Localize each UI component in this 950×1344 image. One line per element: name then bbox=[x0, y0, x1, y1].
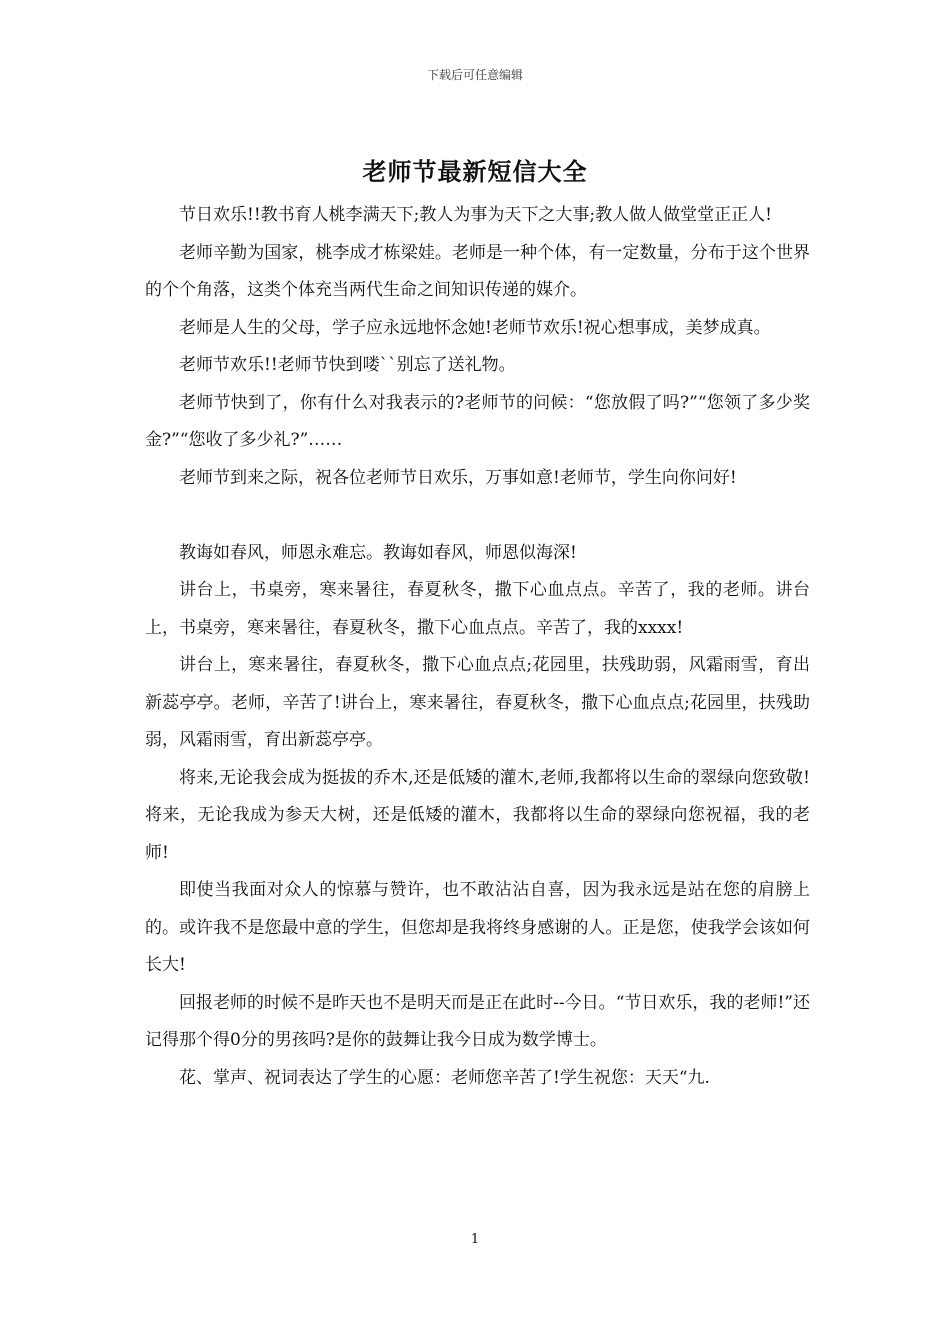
paragraph: 老师节到来之际，祝各位老师节日欢乐，万事如意!老师节，学生向你问好! bbox=[179, 467, 737, 488]
blank-line bbox=[145, 497, 810, 535]
paragraph: 花、掌声、祝词表达了学生的心愿：老师您辛苦了!学生祝您：天天“九. bbox=[179, 1067, 710, 1088]
page-title: 老师节最新短信大全 bbox=[362, 157, 588, 186]
paragraph: 节日欢乐!!教书育人桃李满天下;教人为事为天下之大事;教人做人做堂堂正正人! bbox=[179, 205, 772, 225]
paragraph: 讲台上，书桌旁，寒来暑往，春夏秋冬，撒下心血点点。辛苦了，我的老师。讲台上，书桌旁，寒来暑往，春夏秋冬，撒下心血点点。辛苦了，我的xxxx! bbox=[145, 580, 810, 638]
paragraph: 老师是人生的父母，学子应永远地怀念她!老师节欢乐!祝心想事成，美梦成真。 bbox=[179, 317, 771, 338]
paragraph: 老师辛勤为国家，桃李成才栋梁娃。老师是一种个体，有一定数量，分布于这个世界的个个角落，这类个体充当两代生命之间知识传递的媒介。 bbox=[145, 242, 810, 300]
page-number: 1 bbox=[470, 1232, 480, 1247]
paragraph: 讲台上，寒来暑往，春夏秋冬，撒下心血点点;花园里，扶残助弱，风霜雨雪，育出新蕊亭亭。老师，辛苦了!讲台上，寒来暑往，春夏秋冬，撒下心血点点;花园里，扶残助弱，风霜雨雪，育出新蕊亭亭。 bbox=[145, 655, 810, 750]
paragraph: 即使当我面对众人的惊慕与赞许，也不敢沾沾自喜，因为我永远是站在您的肩膀上的。或许我不是您最中意的学生，但您却是我将终身感谢的人。正是您，使我学会该如何长大! bbox=[145, 880, 810, 975]
paragraph: 老师节快到了，你有什么对我表示的?老师节的问候：“您放假了吗?”“您领了多少奖金?”“您收了多少礼?”…… bbox=[145, 392, 810, 450]
paragraph: 将来,无论我会成为挺拔的乔木,还是低矮的灌木,老师,我都将以生命的翠绿向您致敬!将来，无论我成为参天大树，还是低矮的灌木，我都将以生命的翠绿向您祝福，我的老师! bbox=[145, 767, 810, 863]
header-note: 下载后可任意编辑 bbox=[426, 68, 523, 82]
paragraph: 老师节欢乐!!老师节快到喽``别忘了送礼物。 bbox=[179, 355, 516, 375]
paragraph: 回报老师的时候不是昨天也不是明天而是正在此时--今日。“节日欢乐，我的老师!”还记得那个得0分的男孩吗?是你的鼓舞让我今日成为数学博士。 bbox=[145, 992, 810, 1050]
paragraph: 教诲如春风，师恩永难忘。教诲如春风，师恩似海深! bbox=[179, 542, 577, 563]
document-body bbox=[145, 197, 810, 1097]
